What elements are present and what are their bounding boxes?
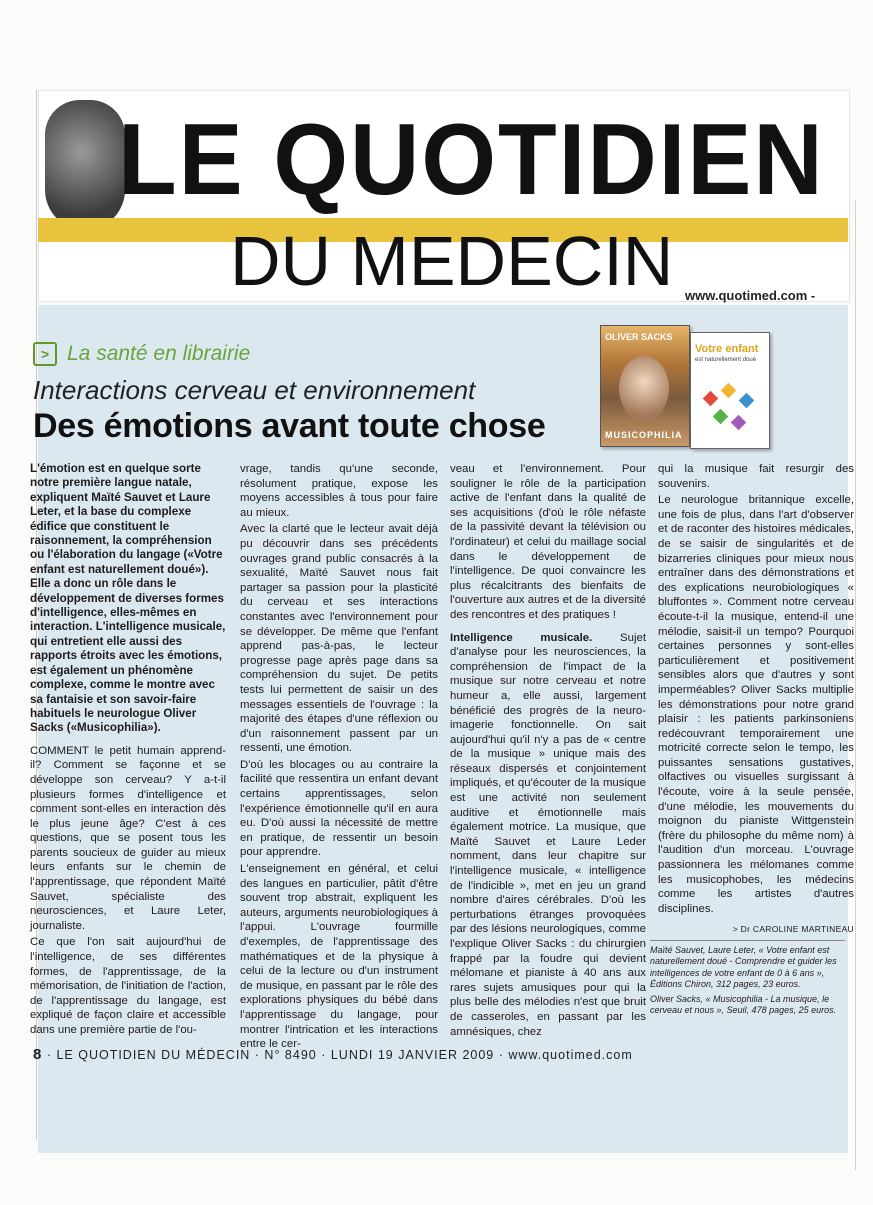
page-number: 8: [33, 1046, 43, 1063]
book-references: [650, 940, 845, 1019]
paragraph: veau et l'environnement. Pour souligner le rôle de la participation active de l'enfant dans la qualité de ses acquisitions (d'où le rôle néfaste de la passivité devant la télévision ou l'ordinateur) et celui du maillage social dans le développement de l'intelligence. De quoi convaincre les plus récalcitrants des bienfaits de l'ouverture aux autres et de la diversité des rencontres et des pratiques !: [450, 463, 646, 621]
book-cover-musicophilia: [600, 325, 690, 447]
book-reference: Maïté Sauvet, Laure Leter, « Votre enfant est naturellement doué - Comprendre et guider les intelligences de votre enfant de 0 à 6 ans », Éditions Chiron, 312 pages, 23 euros.: [650, 945, 837, 990]
article-column-4: [658, 462, 854, 937]
masthead-portrait: [45, 100, 125, 230]
book-cover-subtitle: est naturellement doué: [695, 357, 757, 363]
paragraph: Avec la clarté que le lecteur avait déjà pu découvrir dans ses précédents ouvrages grand public consacrés à la sexualité, Maïté Sauvet nous fait partager sa passion pour la plasticité du cerveau et ses interactions constantes avec l'environnement pour se développer. De même que l'enfant apprend pas-à-pas, le lecteur progresse page après page dans sa compréhension du sujet. De petits tests lui permettent de saisir un des messages essentiels de l'ouvrage : la majorité des étapes d'une réflexion ou d'un raisonnement passent par un ressenti, une émotion.: [240, 523, 438, 755]
arrow-box-icon: >: [33, 342, 57, 366]
book-cover-votre-enfant: [690, 332, 770, 449]
decorative-diamond: [731, 415, 747, 431]
paragraph: L'enseignement en général, et celui des langues en particulier, pâtit d'être souvent trop abstrait, expliquent les auteurs, arguments neurobiologiques à l'appui. L'ouvrage fourmille d'exemples, de l'apprentissage des mathématiques et de la physique à celui de la lecture ou d'un instrument de musique, en passant par le rôle des explorations physiques du bébé dans l'apprentissage du langage, pour montrer l'intrication et les interactions entre le cer-: [240, 863, 438, 1051]
article-column-1: [30, 462, 226, 1040]
rubric: [33, 342, 250, 366]
rubric-label: La santé en librairie: [67, 342, 251, 365]
masthead-subtitle: DU MEDECIN: [230, 222, 674, 300]
paragraph: D'où les blocages ou au contraire la facilité que ressentira un enfant devant certains apprentissages, selon l'expérience émotionnelle qu'il en aura eu. D'où aussi la nécessité de mettre en pratique, de ressentir un besoin pour apprendre.: [240, 758, 438, 859]
decorative-diamond: [739, 393, 755, 409]
paragraph: Ce que l'on sait aujourd'hui de l'intelligence, de ses différentes formes, de l'apprentissage, de la mémorisation, de l'initiation de l'action, de l'apprentissage du langage, est expliqué de façon claire et accessible dans une première partie de l'ou-: [30, 936, 226, 1036]
masthead-title: LE QUOTIDIEN: [118, 103, 825, 217]
paragraph: vrage, tandis qu'une seconde, résolument pratique, expose les moyens accessibles à tous pour faire au mieux.: [240, 463, 438, 519]
book-cover-title: MUSICOPHILIA: [605, 430, 683, 440]
book-cover-portrait: [619, 356, 669, 421]
article-headline: Des émotions avant toute chose: [33, 407, 546, 445]
paragraph: COMMENT le petit humain apprend-il? Comment se façonne et se développe son cerveau? Y a-t-il plusieurs formes d'intelligence et comment sont-elles en interaction dès le plus jeune âge? C'est à ces questions, que se posent tous les parents soucieux de guider au mieux leurs enfants sur le chemin de l'apprentissage, que répondent Maïté Sauvet, spécialiste des neurosciences, et Laure Leter, journaliste.: [30, 744, 226, 932]
masthead-url: www.quotimed.com -: [685, 288, 816, 303]
paragraph: [450, 631, 646, 1040]
scan-border-right: [855, 200, 856, 1170]
article-lead: L'émotion est en quelque sorte notre première langue natale, expliquent Maïté Sauvet et Laure Leter, et la base du complexe édifice que constituent le raisonnement, la compréhension ou l'élaboration du langage («Votre enfant est naturellement doué»). Elle a donc un rôle dans le développement de diverses formes d'intelligence, elles-mêmes en interaction. L'intelligence musicale, qui entretient elle aussi des rapports étroits avec les émotions, est également un phénomène complexe, comme le montre avec sa fantaisie et son savoir-faire habituels le neurologue Oliver Sacks («Musicophilia»).: [30, 462, 226, 735]
paragraph: Le neurologue britannique excelle, une fois de plus, dans l'art d'observer et de raconter des histoires médicales, de se saisir de singularités et de bizarreries cliniques pour mieux nous entraîner dans des démonstrations et des explications neurobiologiques « bluffontes ». Comment notre cerveau écoute-t-il la musique, entend-il une mélodie, saisit-il un tempo? Pourquoi certaines personnes y sont-elles particulièrement et positivement sensibles alors que d'autres y sont imperméables? Oliver Sacks multiplie les démonstrations pour notre grand plaisir : les patients parkinsoniens redécouvrant temporairement une motricité correcte selon le tempo, les puissantes sensations gustatives, olfactives ou visuelles surgissant à l'écoute, voire à la seule pensée, d'une mélodie, les mouvements du moignon du pianiste Wittgenstein (frère du philosophe du même nom) à l'audition d'un morceau. L'ouvrage passionnera les mélomanes comme les musicophobes, les médecins comme les artistes d'autres disciplines.: [658, 494, 854, 915]
article-column-3: [450, 462, 646, 1041]
decorative-diamond: [713, 409, 729, 425]
article-kicker: Interactions cerveau et environnement: [33, 375, 476, 405]
decorative-diamond: [703, 391, 719, 407]
paragraph-text: Sujet d'analyse pour les neurosciences, la compréhension de l'impact de la musique sur notre cerveau et notre humeur a, elle aussi, largement bénéficié des progrès de la neuro-imagerie fonctionnelle. On sait aujourd'hui qu'il n'y a pas de « centre de la musique » unique mais des réseaux dispersés et conjointement impliqués, et qu'écouter de la musique est une activité non seulement auditive et émotionnelle mais également motrice. La musique, que Maïté Sauvet et Laure Leder nomment, dans leur chapitre sur l'intelligence musicale, « intelligence de l'indicible », met en jeu un grand nombre d'aires cérébrales. D'où les perturbations étranges provoquées par des lésions neurologiques, comme l'explique Oliver Sacks : du chirurgien frappé par la foudre qui devient mélomane et pianiste à 40 ans aux rares sujets amusiques pour qui la plus belle des mélodies n'est que bruit de casseroles, en passant par les amnésiques, chez: [450, 631, 646, 1038]
book-reference: Oliver Sacks, « Musicophilia - La musique, le cerveau et nous », Seuil, 478 pages, 25 euros.: [650, 993, 837, 1016]
book-cover-author: OLIVER SACKS: [605, 332, 673, 342]
article-signature: > Dr CAROLINE MARTINEAU: [732, 924, 854, 935]
book-cover-title: Votre enfant: [695, 343, 759, 355]
section-heading: Intelligence musicale.: [450, 631, 593, 644]
paragraph: qui la musique fait resurgir des souvenirs.: [658, 463, 854, 490]
footer-text: · LE QUOTIDIEN DU MÉDECIN · N° 8490 · LUNDI 19 JANVIER 2009 · www.quotimed.com: [46, 1048, 633, 1062]
page-footer: [33, 1046, 633, 1063]
decorative-diamond: [721, 383, 737, 399]
article-column-2: [240, 462, 438, 1054]
